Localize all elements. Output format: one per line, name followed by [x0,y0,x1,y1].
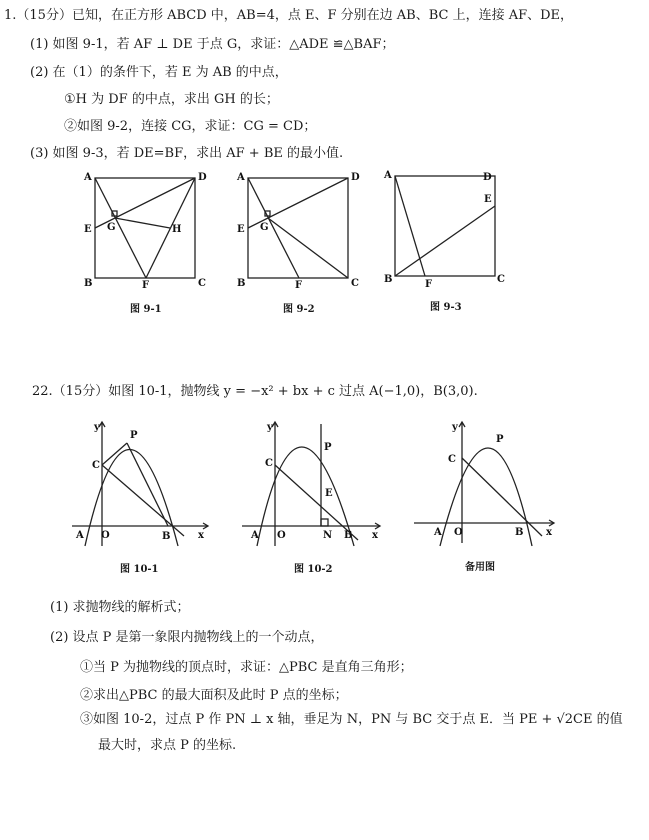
q22-part2: (2) 设点 P 是第一象限内抛物线上的一个动点， [50,630,324,645]
figure-9-3 [380,166,510,291]
fig1-label-h: H [172,224,182,235]
q21-part2: (2) 在（1）的条件下，若 E 为 AB 的中点， [30,65,288,80]
fig2-label-b: B [237,278,246,289]
figure-9-1 [80,168,210,293]
fig1-label-c: C [198,278,206,289]
fig1-label-e: E [84,224,92,235]
figure-10-1 [72,418,212,548]
backup-label-c: C [448,454,456,465]
fig3-label-c: C [497,274,505,285]
fig10-1-label-c: C [92,460,100,471]
fig1-label-f: F [142,280,150,291]
fig2-label-g: G [260,222,269,233]
fig2-label-a: A [237,172,245,183]
figure-9-2 [233,168,363,293]
fig1-label-a: A [84,172,92,183]
fig10-2-label-y: y [267,422,273,433]
q22-part2-sub1: ①当 P 为抛物线的顶点时，求证：△PBC 是直角三角形； [80,660,413,675]
backup-label-x: x [546,527,552,538]
figure-backup [414,418,559,548]
q21-part1: (1) 如图 9-1，若 AF ⊥ DE 于点 G，求证：△ADE ≌△BAF； [30,37,395,52]
fig10-1-label-p: P [130,430,138,441]
fig10-2-label-o: O [277,530,286,541]
backup-label-p: P [496,434,504,445]
fig10-1-label-b: B [162,531,171,542]
fig2-label-f: F [295,280,303,291]
q21-part3: (3) 如图 9-3，若 DE=BF，求出 AF + BE 的最小值. [30,146,344,161]
fig1-label-d: D [198,172,207,183]
fig1-label-b: B [84,278,93,289]
backup-label-y: y [452,422,458,433]
fig10-2-label-b: B [344,530,353,541]
fig10-1-label-x: x [198,530,204,541]
q22-intro: 22.（15分）如图 10-1，抛物线 y = −x² + bx + c 过点 A(−1,0)，B(3,0). [32,384,478,399]
q22-part2-sub3-cont: 最大时，求点 P 的坐标. [98,738,237,753]
fig-9-3-caption: 图 9-3 [430,302,462,313]
fig3-label-b: B [384,274,393,285]
fig10-2-label-c: C [265,458,273,469]
figure-10-2 [242,418,387,548]
fig-9-2-caption: 图 9-2 [283,304,315,315]
fig2-label-e: E [237,224,245,235]
fig2-label-d: D [351,172,360,183]
backup-label-a: A [434,527,442,538]
fig1-label-g: G [107,222,116,233]
q21-part2-sub2: ②如图 9-2，连接 CG，求证：CG = CD； [64,119,317,134]
fig2-label-c: C [351,278,359,289]
fig10-1-label-o: O [101,530,110,541]
backup-label-o: O [454,527,463,538]
fig3-label-f: F [425,279,433,290]
backup-figure-caption: 备用图 [465,562,495,573]
fig-10-1-caption: 图 10-1 [120,564,159,575]
fig10-2-label-x: x [372,530,378,541]
fig10-2-label-e: E [325,488,333,499]
backup-label-b: B [515,527,524,538]
fig10-2-label-a: A [251,530,259,541]
q21-intro: 1.（15分）已知，在正方形 ABCD 中，AB=4，点 E、F 分别在边 AB、BC 上，连接 AF、DE， [4,8,574,23]
fig10-2-label-n: N [323,530,333,541]
q22-part2-sub3: ③如图 10-2，过点 P 作 PN ⊥ x 轴，垂足为 N，PN 与 BC 交于点 E．当 PE + √2CE 的值 [80,712,623,727]
fig-9-1-caption: 图 9-1 [130,304,162,315]
q21-part2-sub1: ①H 为 DF 的中点，求出 GH 的长； [64,92,279,107]
q22-part1: (1) 求抛物线的解析式； [50,600,190,615]
fig3-label-a: A [384,170,392,181]
q22-part2-sub2: ②求出△PBC 的最大面积及此时 P 点的坐标； [80,688,348,703]
fig3-label-e: E [484,194,492,205]
fig3-label-d: D [483,172,492,183]
fig10-2-label-p: P [324,442,332,453]
fig10-1-label-a: A [76,530,84,541]
fig10-1-label-y: y [94,422,100,433]
fig-10-2-caption: 图 10-2 [294,564,333,575]
